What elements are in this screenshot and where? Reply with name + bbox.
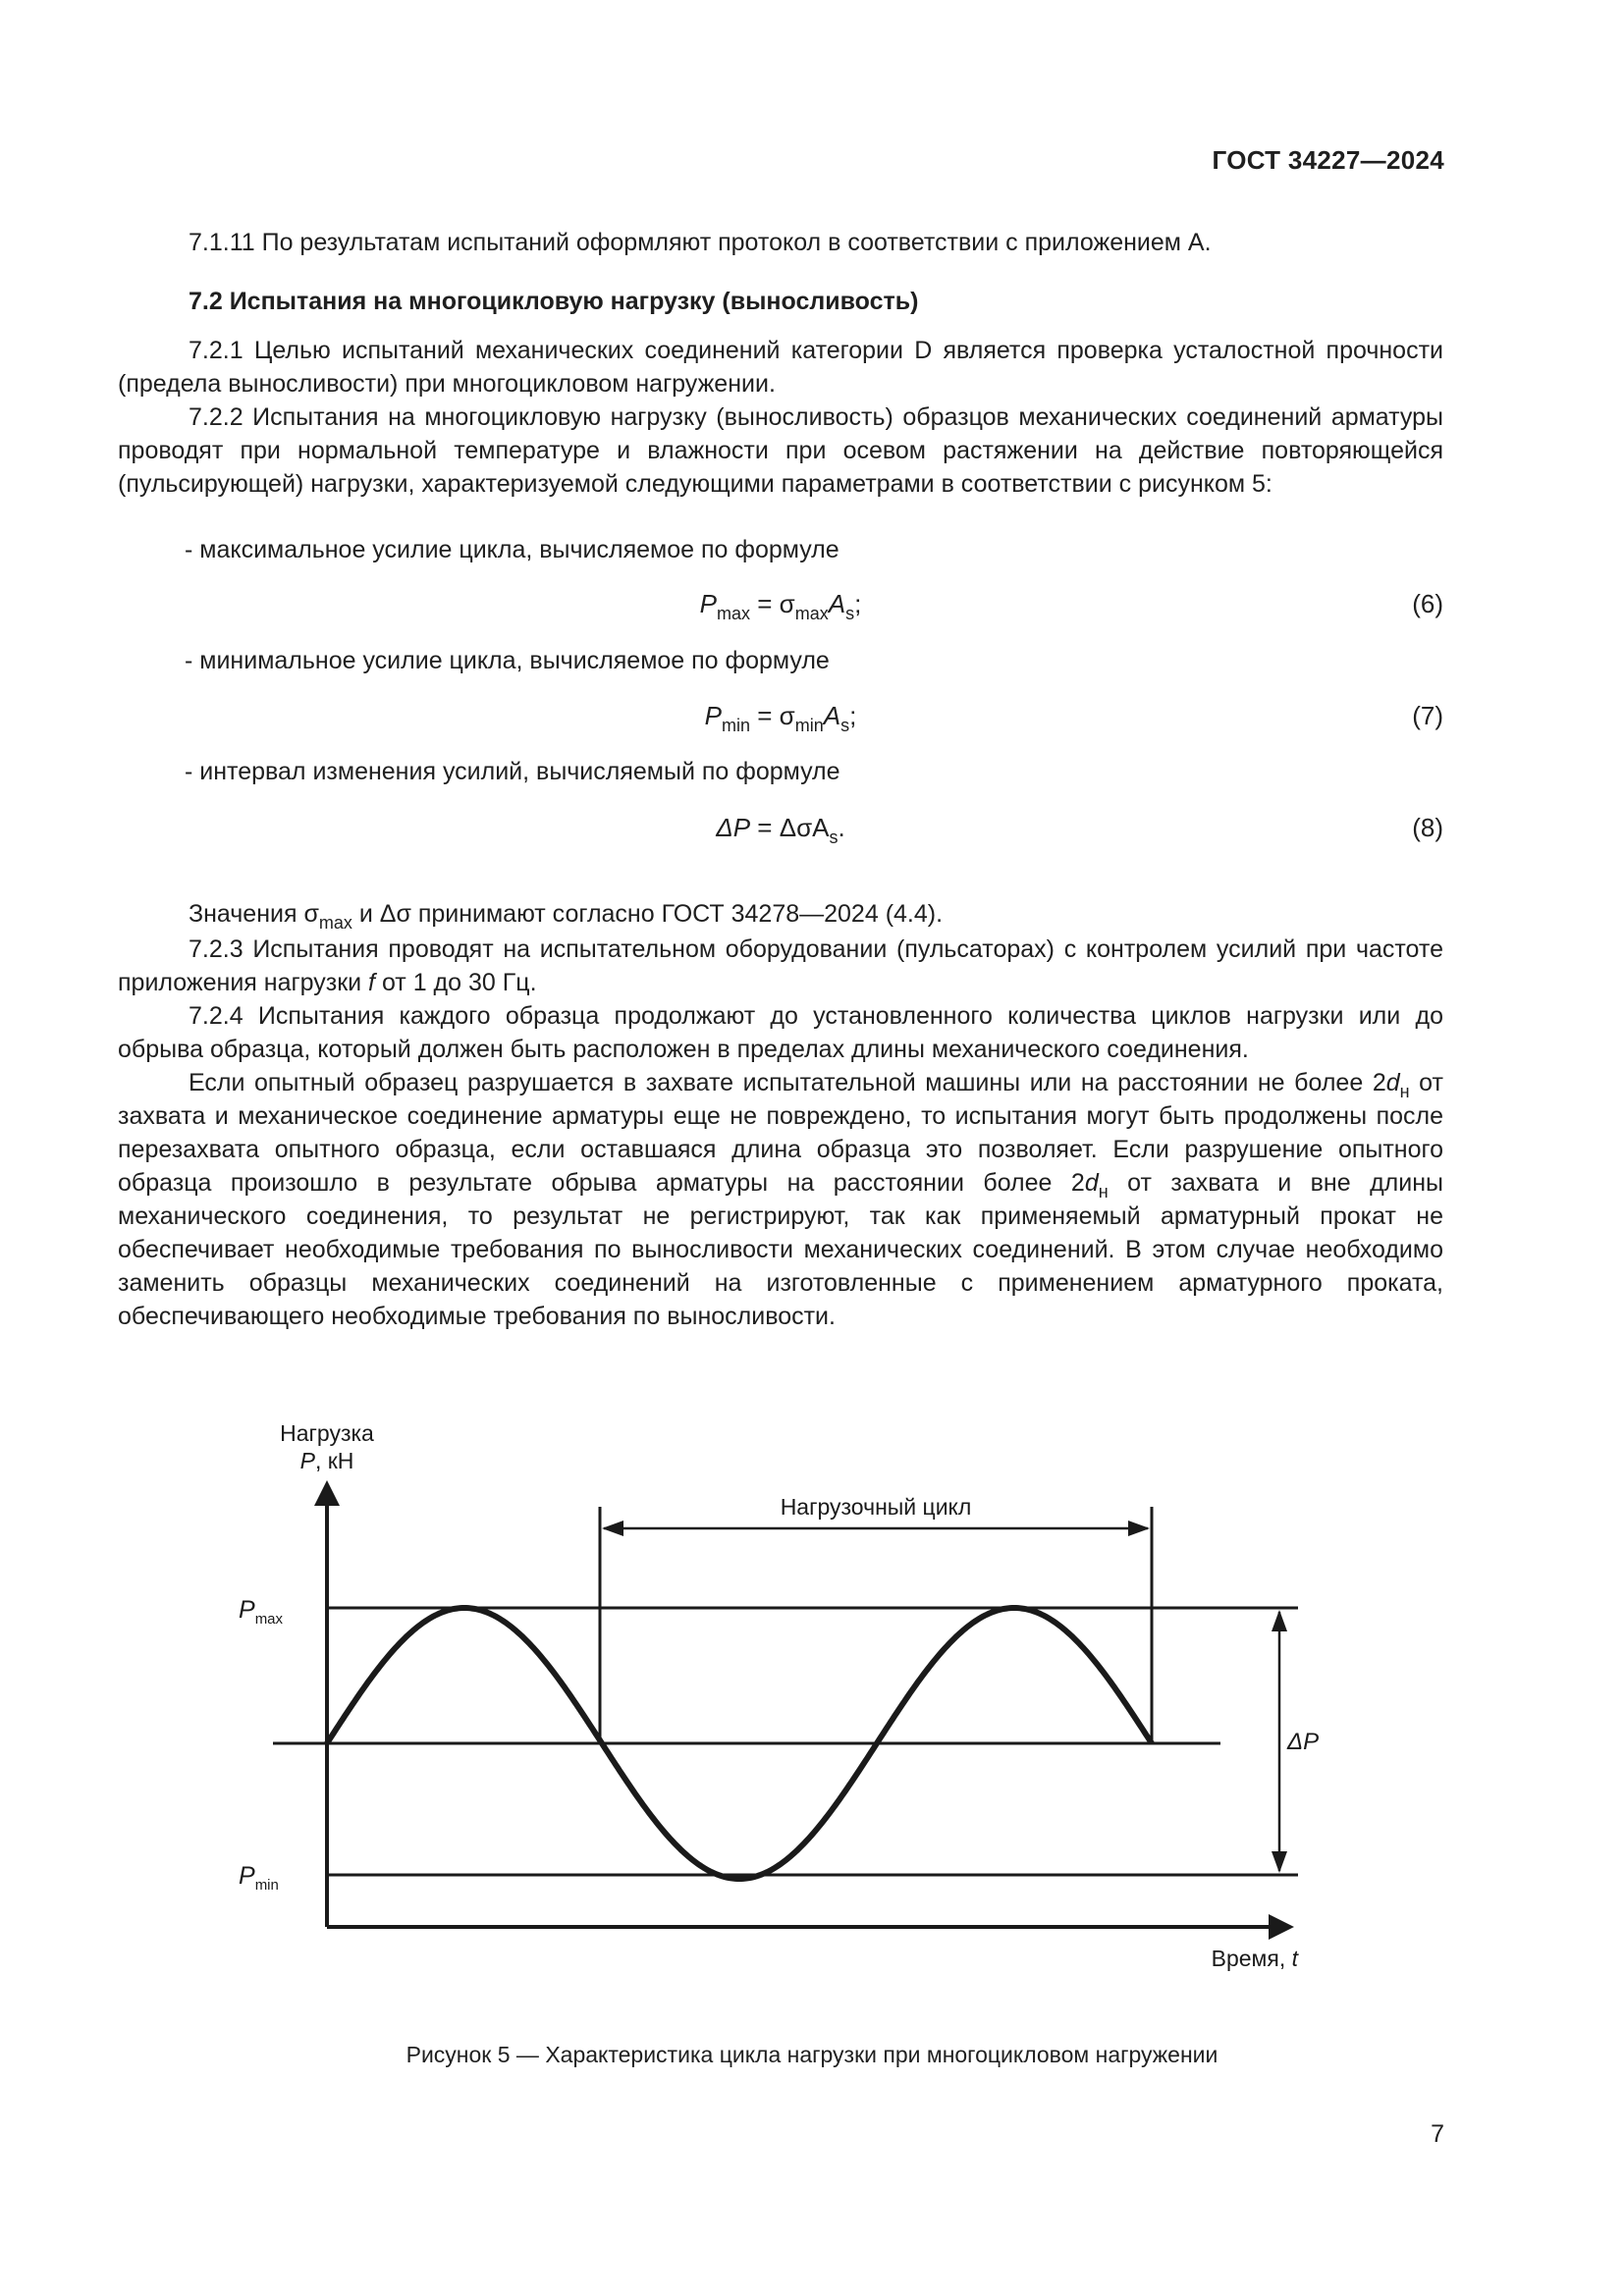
load-cycle-figure [0, 1394, 1624, 2022]
paragraph-7-1-11: 7.1.11 По результатам испытаний оформляют протокол в соответствии с приложением А. [189, 229, 1212, 256]
bullet-force-range: - интервал изменения усилий, вычисляемый по формуле [185, 758, 840, 785]
paragraph-7-2-2: 7.2.2 Испытания на многоцикловую нагрузку (выносливость) образцов механических соединений арматуры проводят при нормальной температуре и влажности при осевом растяжении на действие повторяющейся (пульсирующей) нагрузки, характеризуемой следующими параметрами в соответствии с рисунком 5: [118, 403, 1443, 498]
page-number: 7 [1431, 2120, 1444, 2148]
paragraph-7-2-3: 7.2.3 Испытания проводят на испытательном оборудовании (пульсаторах) с контролем усилий при частоте приложения нагрузки f от 1 до 30 Гц. [118, 935, 1443, 996]
delta-p-up-arrow-icon [1272, 1610, 1287, 1631]
delta-p-label: ΔP [1287, 1729, 1320, 1755]
formula-6-number: (6) [1412, 589, 1443, 618]
paragraph-values: Значения $\sigma_{max}$ и Δσ принимают согласно ГОСТ 34278—2024 (4.4). [189, 900, 944, 933]
paragraph-7-2-4: 7.2.4 Испытания каждого образца продолжают до установленного количества циклов нагрузки или до обрыва образца, который должен быть расположен в пределах длины механического соединения. [118, 1002, 1443, 1063]
document-header: ГОСТ 34227—2024 [1212, 145, 1444, 175]
figure-caption: Рисунок 5 — Характеристика цикла нагрузки при многоцикловом нагружении [406, 2042, 1218, 2067]
formula-8-number: (8) [1412, 813, 1443, 842]
pmin-label: $P_{min}$ [239, 1862, 279, 1894]
y-axis-label-line1: Нагрузка [280, 1420, 374, 1446]
pmax-label: $P_{max}$ [239, 1596, 284, 1628]
formula-6-expression: $P_{max} = \sigma_{max}A_s$; [699, 589, 862, 623]
bullet-min-force: - минимальное усилие цикла, вычисляемое по формуле [185, 647, 830, 674]
x-axis-label: Время, t [1211, 1946, 1298, 1971]
cycle-left-arrow-icon [602, 1521, 623, 1536]
formula-8-expression: ΔP = ΔσA$_s$. [716, 813, 845, 847]
y-axis-arrow-icon [314, 1480, 340, 1506]
y-axis-label-line2: P, кН [299, 1448, 354, 1473]
bullet-max-force: - максимальное усилие цикла, вычисляемое по формуле [185, 536, 839, 563]
x-axis-arrow-icon [1269, 1914, 1294, 1940]
delta-p-down-arrow-icon [1272, 1851, 1287, 1873]
paragraph-break-conditions: Если опытный образец разрушается в захвате испытательной машины или на расстоянии не более $2d_н$ от захвата и механическое соединение арматуры еще не повреждено, то испытания могут быть продолжены после перезахвата опытного образца, если оставшаяся длина образца это позволяет. Если разрушение опытного образца произошло в результате обрыва арматуры на расстоянии более $2d_н$ от захвата и вне длины механического соединения, то результат не регистрируют, так как применяемый арматурный прокат не обеспечивает необходимые требования по выносливости механических соединений. В этом случае необходимо заменить образцы механических соединений на изготовленные с применением арматурного проката, обеспечивающего необходимые требования по выносливости. [118, 1069, 1444, 1330]
section-7-2-title: 7.2 Испытания на многоцикловую нагрузку (выносливость) [189, 288, 919, 315]
formula-7-expression: $P_{min} = \sigma_{min}A_s$; [704, 701, 857, 735]
cycle-right-arrow-icon [1128, 1521, 1150, 1536]
cycle-label: Нагрузочный цикл [780, 1494, 972, 1520]
paragraph-7-2-1: 7.2.1 Целью испытаний механических соединений категории D является проверка усталостной прочности (предела выносливости) при многоцикловом нагружении. [118, 337, 1443, 398]
formula-7-number: (7) [1412, 701, 1443, 730]
